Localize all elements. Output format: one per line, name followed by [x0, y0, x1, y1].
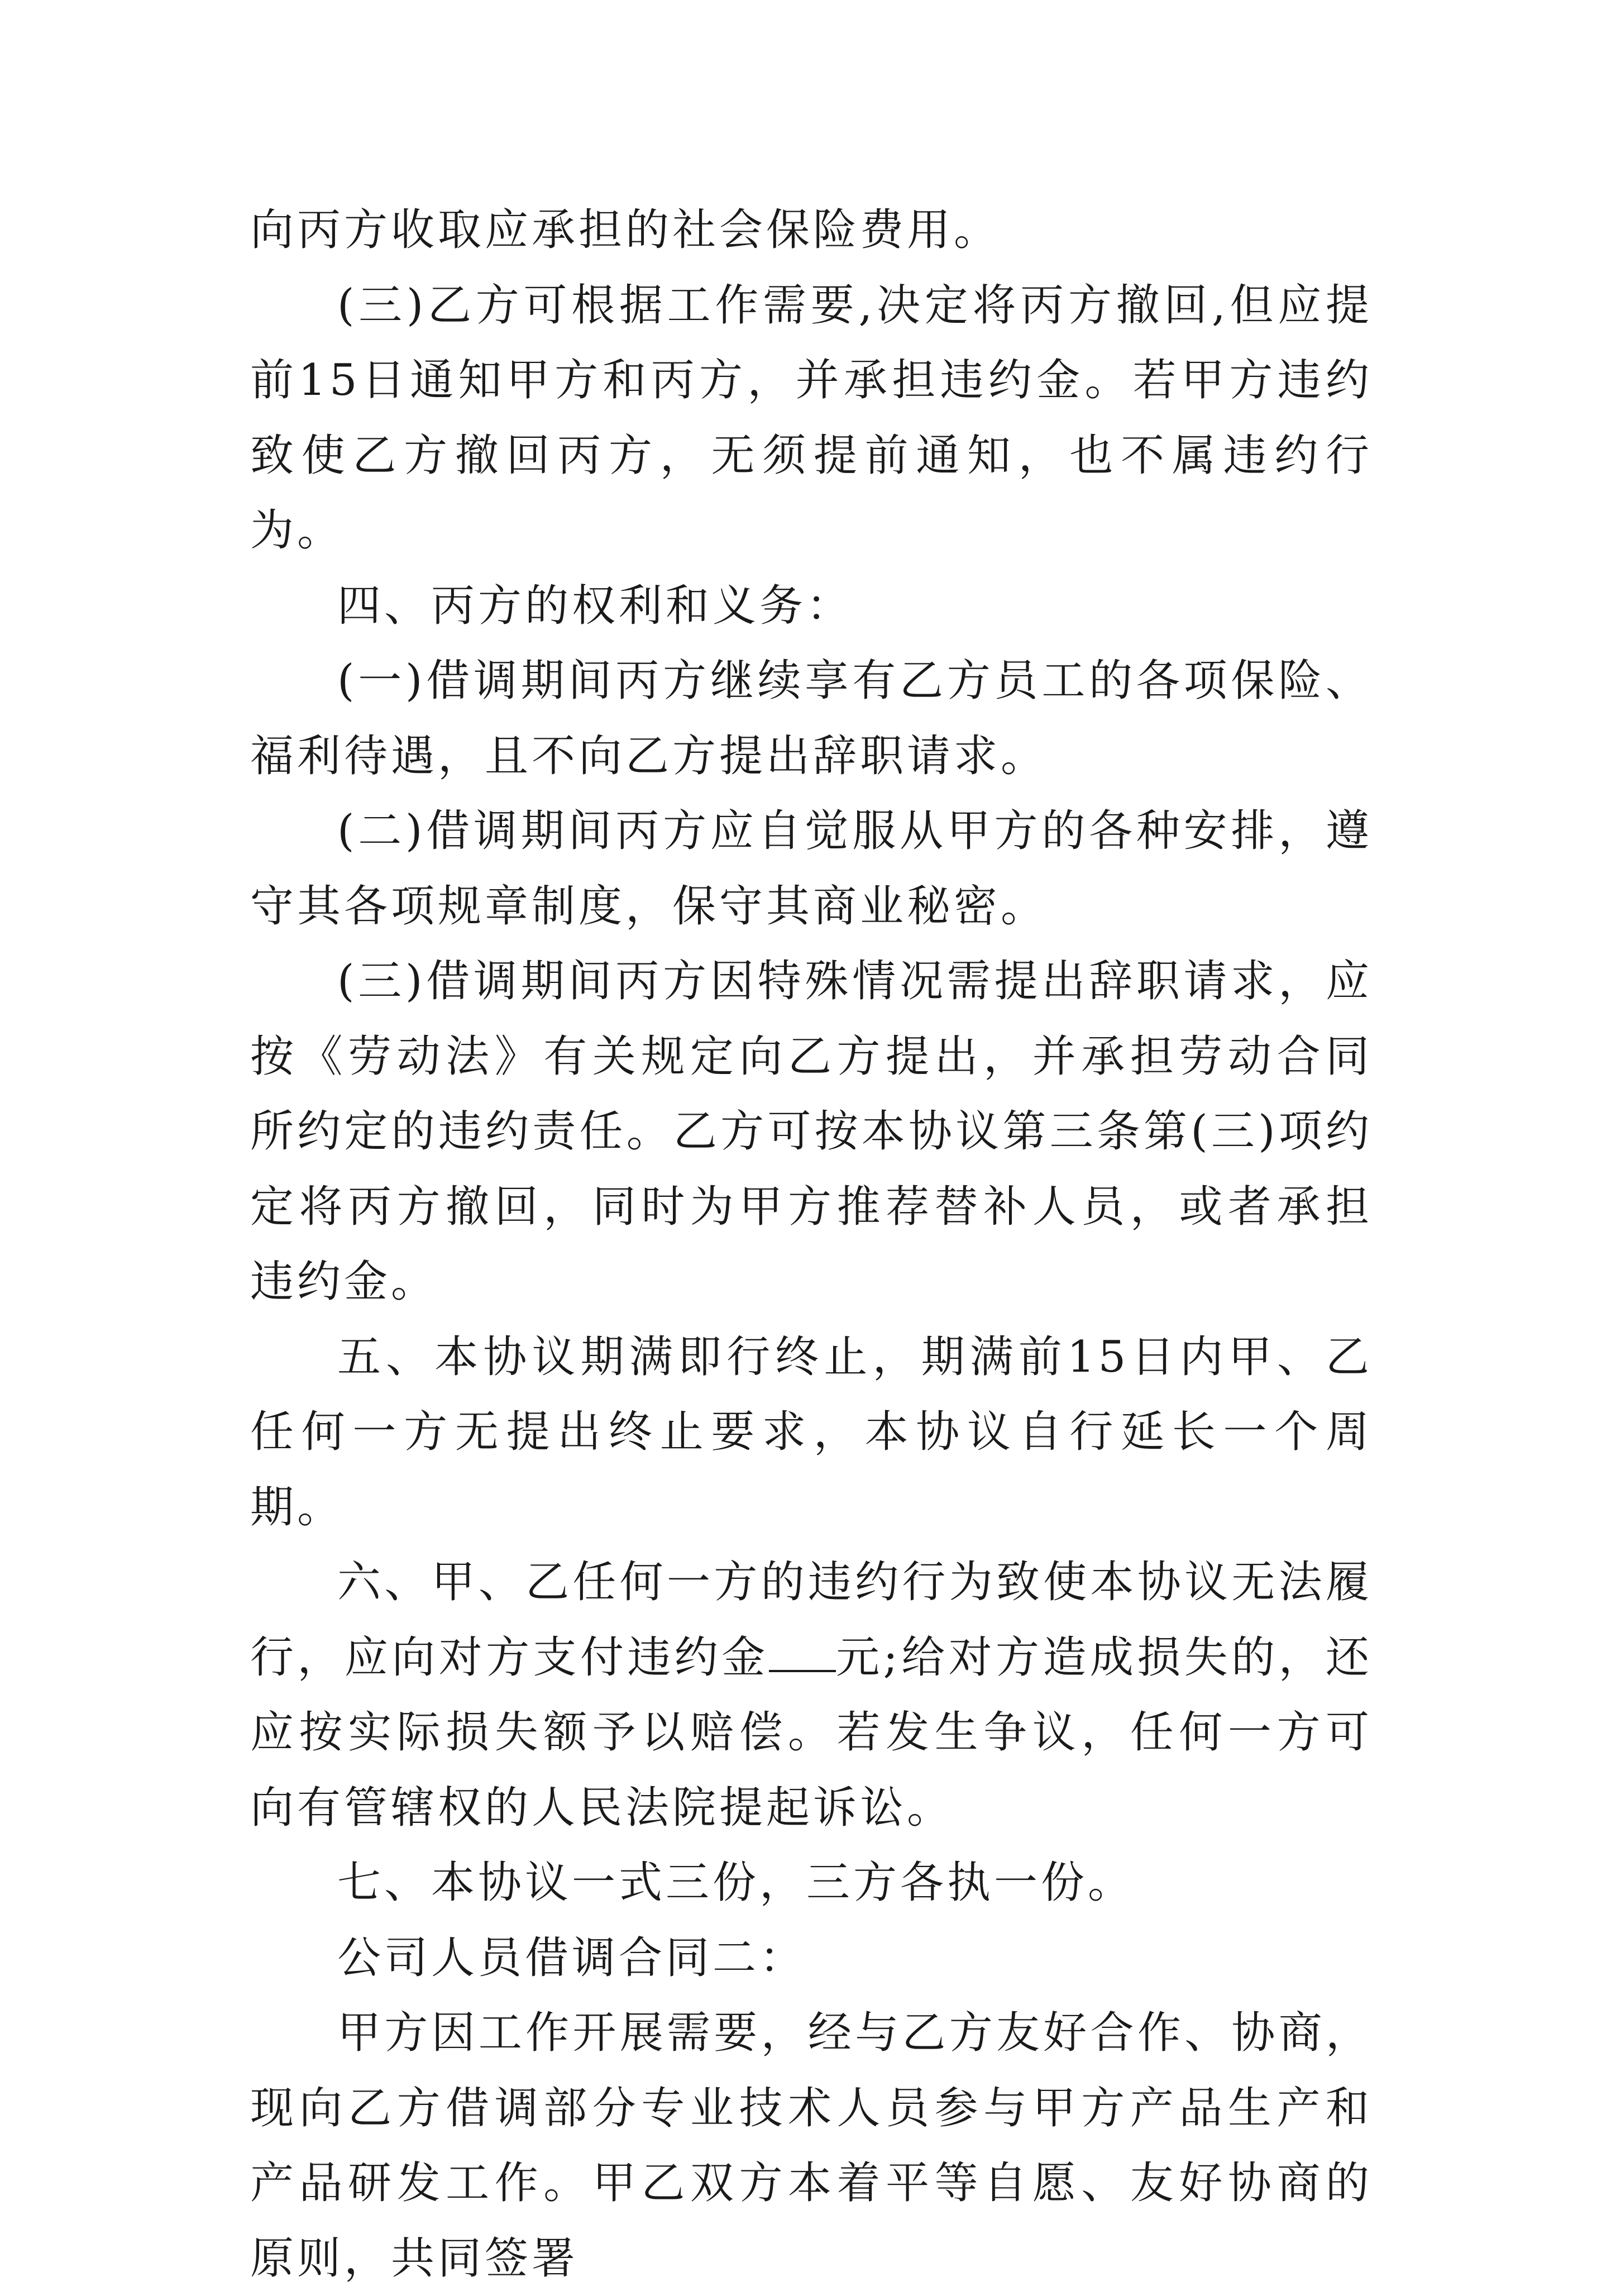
section-heading-party-c-rights: 四、丙方的权利和义务： [337, 580, 854, 631]
paragraph-resignation: (三)借调期间丙方因特殊情况需提出辞职请求，应按《劳动法》有关规定向乙方提出，并承担劳动合同所约定的违约责任。乙方可按本协议第三条第(三)项约定将丙方撤回，同时为甲方推荐替补人员，或者承担违约金。 [250, 956, 1373, 1307]
contract-two-heading: 公司人员借调合同二： [337, 1932, 807, 1983]
paragraph-copies: 七、本协议一式三份，三方各执一份。 [337, 1858, 1135, 1908]
paragraph-obey-rules: (二)借调期间丙方应自觉服从甲方的各种安排，遵守其各项规章制度，保守其商业秘密。 [250, 806, 1373, 932]
penalty-amount-blank [769, 1631, 836, 1672]
breach-text-before: 六、甲、乙任何一方的违约行为致使本协议无法履行，应向对方支付违约金 [250, 1557, 1373, 1683]
paragraph-breach-penalty [250, 1545, 1373, 1845]
breach-text-after: 元;给对方造成损失的，还应按实际损失额予以赔偿。若发生争议，任何一方可向有管辖权的人民法院提起诉讼。 [250, 1632, 1373, 1833]
paragraph-contract-two-intro: 甲方因工作开展需要，经与乙方友好合作、协商，现向乙方借调部分专业技术人员参与甲方产品生产和产品研发工作。甲乙双方本着平等自愿、友好协商的原则，共同签署 [250, 2008, 1373, 2284]
paragraph-benefits: (一)借调期间丙方继续享有乙方员工的各项保险、福利待遇，且不向乙方提出辞职请求。 [250, 656, 1373, 781]
paragraph-term-expiry: 五、本协议期满即行终止，期满前15日内甲、乙任何一方无提出终止要求，本协议自行延长一个周期。 [250, 1331, 1373, 1533]
paragraph-recall-clause: (三)乙方可根据工作需要,决定将丙方撤回,但应提前15日通知甲方和丙方，并承担违约金。若甲方违约致使乙方撤回丙方，无须提前通知，也不属违约行为。 [250, 280, 1373, 556]
paragraph-social-insurance: 向丙方收取应承担的社会保险费用。 [250, 205, 1001, 255]
document-body [250, 193, 1373, 2296]
